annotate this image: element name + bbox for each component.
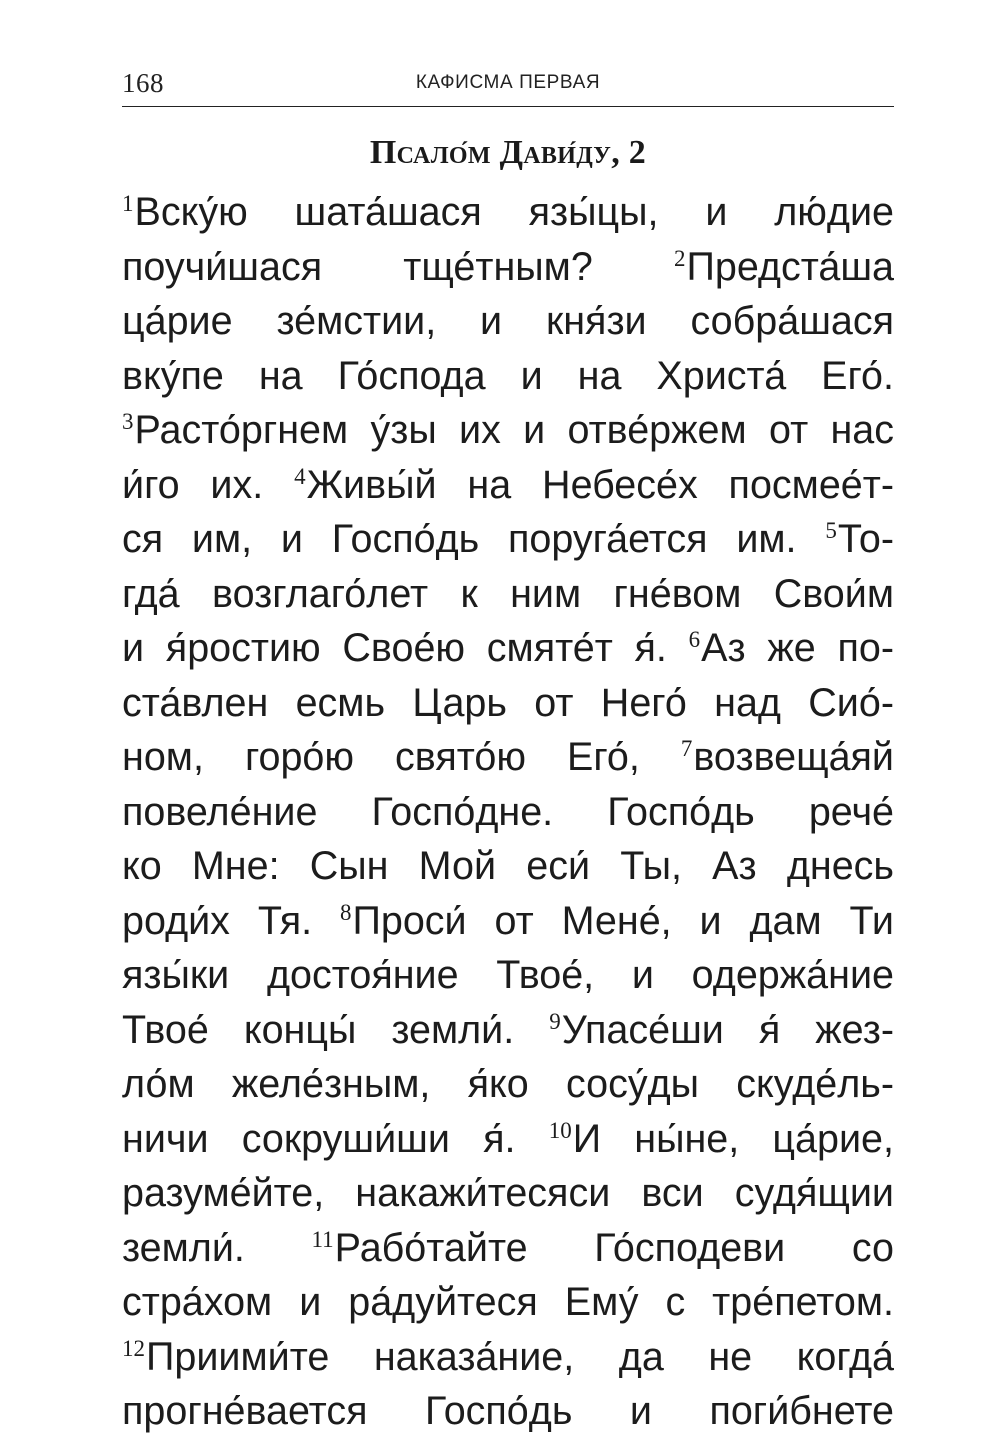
verse-text: Приими́те наказа́ние, да не когда́ (146, 1334, 894, 1379)
verse-text: ничи сокруши́ши я́. (122, 1116, 549, 1161)
text-line (122, 1275, 894, 1330)
verse-number: 10 (548, 1117, 572, 1143)
verse-text: Аз же по- (701, 626, 894, 670)
verse-text: Твое́ концы́ земли́. (122, 1007, 550, 1052)
text-line (122, 512, 894, 567)
text-line (122, 948, 894, 1003)
text-line (122, 1057, 894, 1112)
verse-number: 5 (825, 518, 837, 543)
verse-number: 4 (294, 463, 306, 489)
verse-text: ца́рие зе́мстии, и кня́зи собра́шася (122, 299, 894, 343)
verse-text: повеле́ние Госпо́дне. Госпо́дь рече́ (122, 789, 894, 834)
psalm-body (122, 185, 894, 1439)
running-head (122, 66, 894, 106)
text-line (122, 1003, 894, 1058)
verse-text: Предста́ша (686, 244, 894, 289)
verse-text: ко Мне: Сын Мой еси́ Ты, Аз днесь (122, 844, 894, 888)
verse-number: 2 (673, 245, 686, 271)
verse-text: земли́. (122, 1225, 312, 1270)
verse-number: 7 (680, 736, 693, 761)
text-line (122, 1384, 894, 1439)
verse-text: Упасе́ши я́ жез- (561, 1007, 894, 1052)
verse-text: Расто́ргнем у́зы их и отве́ржем от нас (134, 408, 894, 452)
verse-text: поучи́шася тще́тным? (122, 244, 674, 289)
verse-number: 3 (122, 409, 134, 434)
verse-text: ста́влен есмь Царь от Него́ над Сио́- (122, 680, 894, 725)
text-line (122, 621, 894, 676)
verse-text: Живы́й на Небесе́х посмее́т- (306, 462, 895, 507)
text-line (122, 567, 894, 622)
verse-text: разуме́йте, накажи́тесяси вси судя́щии (122, 1171, 894, 1215)
header-rule (122, 106, 894, 107)
text-line (122, 1166, 894, 1221)
verse-number: 8 (339, 899, 352, 925)
text-line (122, 676, 894, 731)
text-line (122, 894, 894, 949)
verse-text: То- (837, 517, 894, 561)
verse-number: 9 (549, 1008, 561, 1034)
verse-text: ло́м желе́зным, я́ко сосу́ды скуде́ль- (122, 1062, 894, 1106)
verse-text: язы́ки достоя́ние Твое́, и одержа́ние (122, 953, 894, 997)
verse-text: возвеща́яй (693, 735, 894, 779)
text-line (122, 785, 894, 840)
text-line (122, 403, 894, 458)
text-line (122, 1221, 894, 1276)
verse-text: Проси́ от Мене́, и дам Ти (352, 898, 894, 943)
text-line (122, 839, 894, 894)
text-line (122, 730, 894, 785)
verse-text: И ны́не, ца́рие, (572, 1116, 894, 1161)
page-number: 168 (122, 68, 164, 98)
text-line (122, 458, 894, 513)
verse-text: ном, горо́ю свято́ю Его́, (122, 735, 681, 779)
verse-text: стра́хом и ра́дуйтеся Ему́ с тре́петом. (122, 1280, 894, 1324)
text-line (122, 349, 894, 404)
verse-number: 11 (311, 1226, 334, 1252)
psalm-title: Псало́м Дави́ду, 2 (369, 134, 647, 171)
verse-number: 12 (122, 1335, 145, 1361)
text-line (122, 240, 894, 295)
verse-text: Рабо́тайте Го́сподеви со (334, 1225, 894, 1270)
running-title: КАФИСМА ПЕРВАЯ (415, 72, 601, 93)
verse-text: вку́пе на Го́спода и на Христа́ Его́. (122, 353, 894, 398)
verse-text: и́го их. (122, 462, 295, 507)
text-line (122, 294, 894, 349)
verse-text: роди́х Тя. (122, 898, 340, 943)
verse-number: 6 (688, 627, 701, 652)
text-line (122, 1330, 894, 1385)
verse-number: 1 (122, 191, 134, 216)
verse-text: гда́ возглаго́лет к ним гне́вом Свои́м (122, 571, 894, 616)
verse-text: Вску́ю шата́шася язы́цы, и лю́дие (134, 190, 894, 234)
verse-text: ся им, и Госпо́дь поруга́ется им. (122, 517, 826, 561)
verse-text: и я́ростию Свое́ю смяте́т я́. (122, 626, 689, 670)
verse-text: прогне́вается Госпо́дь и поги́бнете (122, 1389, 894, 1433)
text-line (122, 185, 894, 240)
text-line (122, 1112, 894, 1167)
